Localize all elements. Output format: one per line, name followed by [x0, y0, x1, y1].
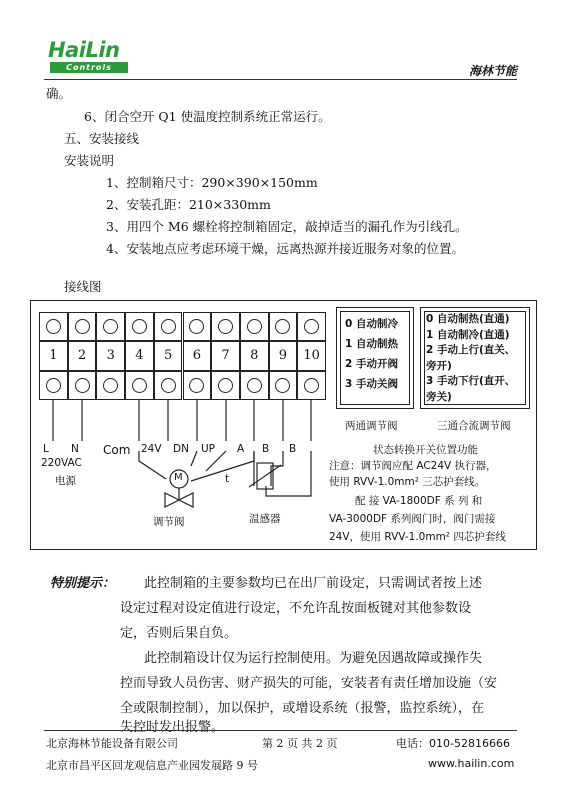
three-way-caption: 三通合流调节阀 — [437, 420, 511, 432]
wire-label-b1: B — [262, 443, 270, 455]
wire-label-a: A — [237, 443, 245, 455]
terminal-number: 5 — [154, 341, 183, 370]
footer-page-number: 第 2 页 共 2 页 — [262, 737, 338, 750]
install-item-1: 1、控制箱尺寸：290×390×150mm — [106, 175, 318, 190]
install-item-4: 4、安装地点应考虑环境干燥，远离热源并接近服务对象的位置。 — [106, 241, 464, 256]
body-line-2: 6、闭合空开 Q1 使温度控制系统正常运行。 — [84, 109, 331, 124]
note-line-3: 配 接 VA-1800DF 系 列 和 — [355, 495, 483, 507]
company-logo — [48, 38, 128, 76]
wire-label-n: N — [71, 443, 79, 455]
terminal-number: 4 — [125, 341, 154, 370]
two-way-caption: 两通调节阀 — [345, 420, 398, 432]
two-way-option-3: 3 手动关阀 — [345, 378, 398, 390]
terminal-number: 1 — [39, 341, 68, 370]
valve-caption: 调节阀 — [153, 516, 185, 528]
note-line-1: 注意：调节阀应配 AC24V 执行器， — [329, 460, 497, 472]
wire-label-up: UP — [201, 443, 216, 455]
wiring-diagram — [30, 300, 537, 550]
three-way-option-2-cont: 旁开) — [426, 359, 452, 372]
two-way-option-0: 0 自动制冷 — [345, 318, 398, 330]
diagram-title: 接线图 — [64, 279, 102, 294]
footer-address: 北京市昌平区回龙观信息产业园发展路 9 号 — [46, 759, 258, 772]
note-line-4: VA-3000DF 系列阀门时，阀门需接 — [329, 513, 496, 525]
sensor-caption: 温感器 — [249, 513, 281, 525]
wire-label-dn: DN — [173, 443, 189, 455]
two-way-option-1: 1 自动制热 — [345, 338, 398, 350]
note-line-2: 使用 RVV-1.0mm² 三芯护套线。 — [329, 476, 486, 488]
warning-line-6: 全或限制控制），加以保护，或增设系统（报警，监控系统），在 — [120, 701, 485, 716]
terminal-number: 9 — [269, 341, 298, 370]
footer-company: 北京海林节能设备有限公司 — [46, 737, 178, 750]
thermistor-label: t — [225, 473, 230, 485]
terminal-number: 10 — [297, 341, 326, 370]
warning-line-1: 此控制箱的主要参数均已在出厂前设定，只需调试者按上述 — [144, 576, 483, 591]
note-line-5: 24V，使用 RVV-1.0mm² 四芯护套线 — [329, 531, 506, 543]
wire-label-b2: B — [289, 443, 297, 455]
header-divider — [44, 79, 517, 80]
warning-label: 特别提示： — [50, 576, 116, 591]
three-way-option-1: 1 自动制冷(直通) — [426, 328, 510, 341]
three-way-option-3: 3 手动下行(直开、 — [426, 375, 516, 387]
warning-line-7: 失控时发出报警。 — [120, 720, 225, 735]
terminal-number: 8 — [240, 341, 269, 370]
three-way-option-2: 2 手动上行(直关、 — [426, 344, 516, 356]
warning-line-3: 定，否则后果自负。 — [120, 626, 238, 641]
three-way-valve-switch-box — [420, 307, 530, 409]
footer-phone: 电话：010-52816666 — [396, 737, 510, 750]
terminal-number: 6 — [183, 341, 212, 370]
warning-line-5: 控而导致人员伤害、财产损失的可能，安装者有责任增加设施（安 — [120, 676, 498, 691]
subsection-heading: 安装说明 — [64, 153, 115, 168]
logo-wordmark: HaiLin — [48, 38, 120, 62]
two-way-option-2: 2 手动开阀 — [345, 358, 398, 370]
three-way-option-3-cont: 旁关) — [426, 390, 452, 403]
two-way-valve-switch-box — [336, 307, 414, 409]
footer-divider — [44, 730, 517, 731]
warning-line-4: 此控制箱设计仅为运行控制使用。为避免因遇故障或操作失 — [144, 651, 483, 666]
switch-function-caption: 状态转换开关位置功能 — [373, 444, 478, 456]
header-company-name: 海林节能 — [468, 64, 517, 78]
logo-subtitle: Controls — [50, 62, 128, 73]
terminal-number: 2 — [68, 341, 97, 370]
terminal-number: 3 — [96, 341, 125, 370]
install-item-3: 3、用四个 M6 螺栓将控制箱固定，敲掉适当的漏孔作为引线孔。 — [106, 219, 468, 234]
motor-label: M — [174, 472, 183, 483]
install-item-2: 2、安装孔距：210×330mm — [106, 197, 271, 212]
terminal-number: 7 — [211, 341, 240, 370]
wire-label-24v: 24V — [141, 443, 162, 455]
warning-line-2: 设定过程对设定值进行设定，不允许乱按面板键对其他参数设 — [120, 601, 472, 616]
wire-label-com: Com — [103, 443, 131, 457]
three-way-option-0: 0 自动制热(直通) — [426, 313, 510, 325]
section-heading: 五、安装接线 — [64, 131, 140, 146]
footer-website[interactable]: www.hailin.com — [428, 757, 515, 770]
body-line-1: 确。 — [46, 86, 72, 101]
power-caption: 电源 — [55, 475, 76, 487]
wire-label-l: L — [43, 443, 49, 455]
power-voltage-label: 220VAC — [41, 457, 82, 469]
